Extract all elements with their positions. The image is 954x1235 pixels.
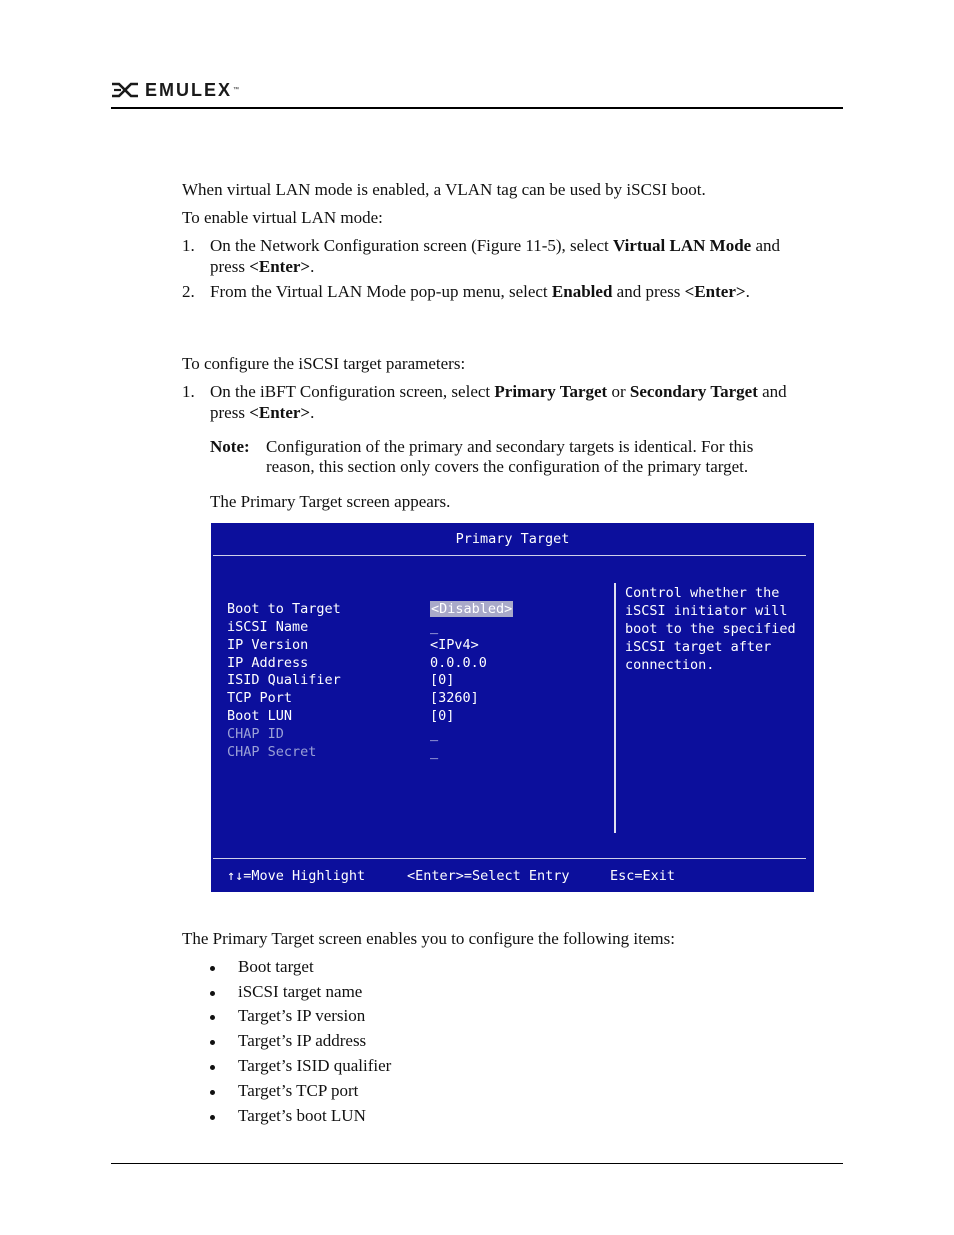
step-2-line: From the Virtual LAN Mode pop-up menu, select Enabled and press <Enter>. bbox=[210, 282, 750, 301]
field-label-chap-secret: CHAP Secret bbox=[227, 744, 317, 760]
paragraph-configure-target: To configure the iSCSI target parameters: bbox=[182, 354, 466, 373]
divider bbox=[213, 858, 806, 859]
bullet-icon bbox=[210, 966, 215, 971]
bullet-icon bbox=[210, 1115, 215, 1120]
step-number: 1. bbox=[182, 236, 195, 255]
step-3-line-2: press <Enter>. bbox=[210, 403, 315, 422]
list-item: Target’s IP version bbox=[238, 1006, 366, 1025]
step-number: 1. bbox=[182, 382, 195, 401]
paragraph-vlan-intro: When virtual LAN mode is enabled, a VLAN tag can be used by iSCSI boot. bbox=[182, 180, 706, 199]
field-label-iscsi-name: iSCSI Name bbox=[227, 619, 309, 635]
divider bbox=[213, 555, 806, 556]
paragraph-items-intro: The Primary Target screen enables you to configure the following items: bbox=[182, 929, 675, 948]
step-1-line-2: press <Enter>. bbox=[210, 257, 315, 276]
step-number: 2. bbox=[182, 282, 195, 301]
bullet-icon bbox=[210, 991, 215, 996]
list-item: Target’s ISID qualifier bbox=[238, 1056, 392, 1075]
help-divider bbox=[614, 583, 616, 833]
bullet-icon bbox=[210, 1015, 215, 1020]
emulex-mark-icon bbox=[111, 82, 139, 98]
bullet-icon bbox=[210, 1065, 215, 1070]
list-item: iSCSI target name bbox=[238, 982, 363, 1001]
footer-move-highlight: ↑↓=Move Highlight bbox=[227, 868, 366, 884]
field-label-boot-to-target: Boot to Target bbox=[227, 601, 341, 617]
screen-title: Primary Target bbox=[455, 531, 570, 547]
note-line-1: Configuration of the primary and secondary targets is identical. For this bbox=[266, 437, 754, 456]
field-value-isid-qualifier[interactable]: [0] bbox=[430, 672, 455, 688]
field-label-ip-address: IP Address bbox=[227, 655, 309, 671]
footer-rule bbox=[111, 1163, 843, 1164]
bullet-icon bbox=[210, 1040, 215, 1045]
field-value-iscsi-name[interactable]: _ bbox=[430, 619, 439, 635]
field-label-ip-version: IP Version bbox=[227, 637, 309, 653]
list-item: Target’s boot LUN bbox=[238, 1106, 366, 1125]
footer-exit: Esc=Exit bbox=[610, 868, 676, 884]
field-value-boot-lun[interactable]: [0] bbox=[430, 708, 455, 724]
field-value-ip-version[interactable]: <IPv4> bbox=[430, 637, 479, 653]
bullet-icon bbox=[210, 1090, 215, 1095]
field-value-boot-to-target[interactable]: <Disabled> bbox=[431, 601, 513, 617]
screen-appears-text: The Primary Target screen appears. bbox=[210, 492, 451, 511]
field-label-chap-id: CHAP ID bbox=[227, 726, 284, 742]
note-label: Note: bbox=[210, 437, 250, 456]
primary-target-screen bbox=[211, 523, 814, 892]
help-text: Control whether the iSCSI initiator will boot to the specified iSCSI target after connection. bbox=[625, 585, 796, 673]
field-label-isid-qualifier: ISID Qualifier bbox=[227, 672, 341, 688]
emulex-logo: EMULEX ™ bbox=[111, 80, 239, 100]
logo-text: EMULEX bbox=[145, 79, 233, 100]
note-line-2: reason, this section only covers the configuration of the primary target. bbox=[266, 457, 749, 476]
list-item: Target’s IP address bbox=[238, 1031, 367, 1050]
field-value-tcp-port[interactable]: [3260] bbox=[430, 690, 479, 706]
step-3-line-1: On the iBFT Configuration screen, select Primary Target or Secondary Target and bbox=[210, 382, 787, 401]
list-item: Boot target bbox=[238, 957, 314, 976]
field-label-tcp-port: TCP Port bbox=[227, 690, 293, 706]
field-value-ip-address[interactable]: 0.0.0.0 bbox=[430, 655, 487, 671]
paragraph-enable-vlan: To enable virtual LAN mode: bbox=[182, 208, 383, 227]
field-label-boot-lun: Boot LUN bbox=[227, 708, 293, 724]
field-value-chap-id: _ bbox=[430, 726, 439, 742]
header-rule bbox=[111, 107, 843, 109]
step-1-line-1: On the Network Configuration screen (Figure 11-5), select Virtual LAN Mode and bbox=[210, 236, 781, 255]
footer-select-entry: <Enter>=Select Entry bbox=[407, 868, 570, 884]
list-item: Target’s TCP port bbox=[238, 1081, 359, 1100]
field-value-chap-secret: _ bbox=[430, 744, 439, 760]
